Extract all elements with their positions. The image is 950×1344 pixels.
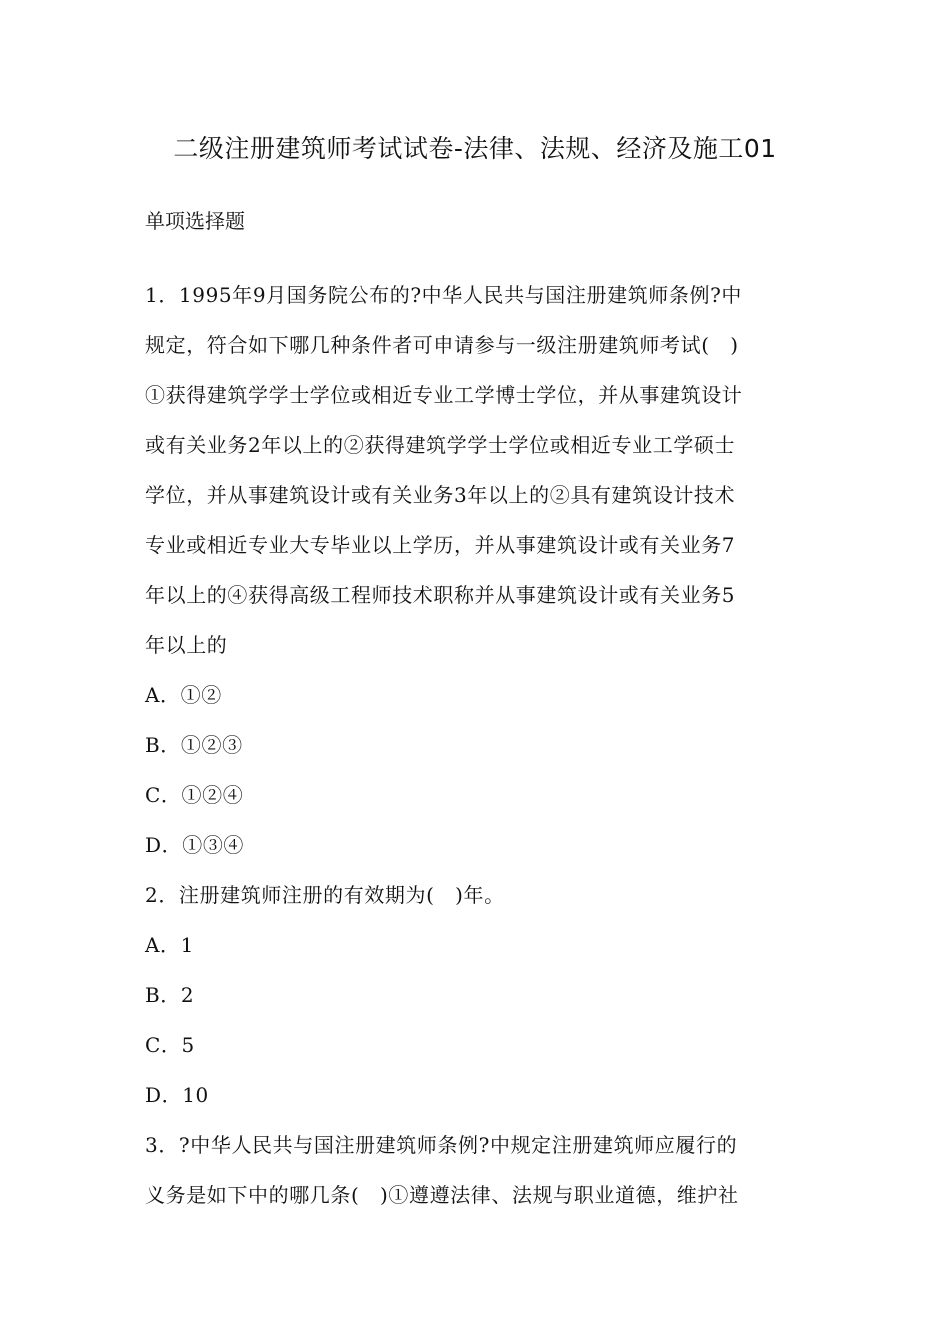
question-1-line-4: 或有关业务2年以上的②获得建筑学学士学位或相近专业工学硕士 xyxy=(145,433,736,457)
question-1-line-1: 1．1995年9月国务院公布的?中华人民共与国注册建筑师条例?中 xyxy=(145,283,742,307)
question-1-line-5: 学位，并从事建筑设计或有关业务3年以上的②具有建筑设计技术 xyxy=(145,483,736,507)
question-2-option-c: C．5 xyxy=(145,1033,195,1057)
question-1-option-b: B．①②③ xyxy=(145,733,243,757)
question-2-option-b: B．2 xyxy=(145,983,195,1007)
question-1-option-c: C．①②④ xyxy=(145,783,244,807)
document-title: 二级注册建筑师考试试卷-法律、法规、经济及施工01 xyxy=(173,134,777,163)
question-body xyxy=(145,277,805,1227)
question-1-line-3: ①获得建筑学学士学位或相近专业工学博士学位，并从事建筑设计 xyxy=(145,383,743,407)
question-1-line-2: 规定，符合如下哪几种条件者可申请参与一级注册建筑师考试( ) xyxy=(145,333,739,357)
question-2-option-d: D．10 xyxy=(145,1083,209,1107)
question-3-line-2: 义务是如下中的哪几条( )①遵遵法律、法规与职业道德，维护社 xyxy=(145,1183,739,1207)
question-2-text: 2．注册建筑师注册的有效期为( )年。 xyxy=(145,883,505,907)
question-3-line-1: 3．?中华人民共与国注册建筑师条例?中规定注册建筑师应履行的 xyxy=(145,1133,738,1157)
question-1-line-6: 专业或相近专业大专毕业以上学历，并从事建筑设计或有关业务7 xyxy=(145,533,736,557)
question-1-option-d: D．①③④ xyxy=(145,833,245,857)
question-2-option-a: A．1 xyxy=(145,933,194,957)
section-heading: 单项选择题 xyxy=(145,209,245,233)
question-1-line-7: 年以上的④获得高级工程师技术职称并从事建筑设计或有关业务5 xyxy=(145,583,736,607)
question-1-line-8: 年以上的 xyxy=(145,633,228,657)
question-1-option-a: A．①② xyxy=(145,683,222,707)
